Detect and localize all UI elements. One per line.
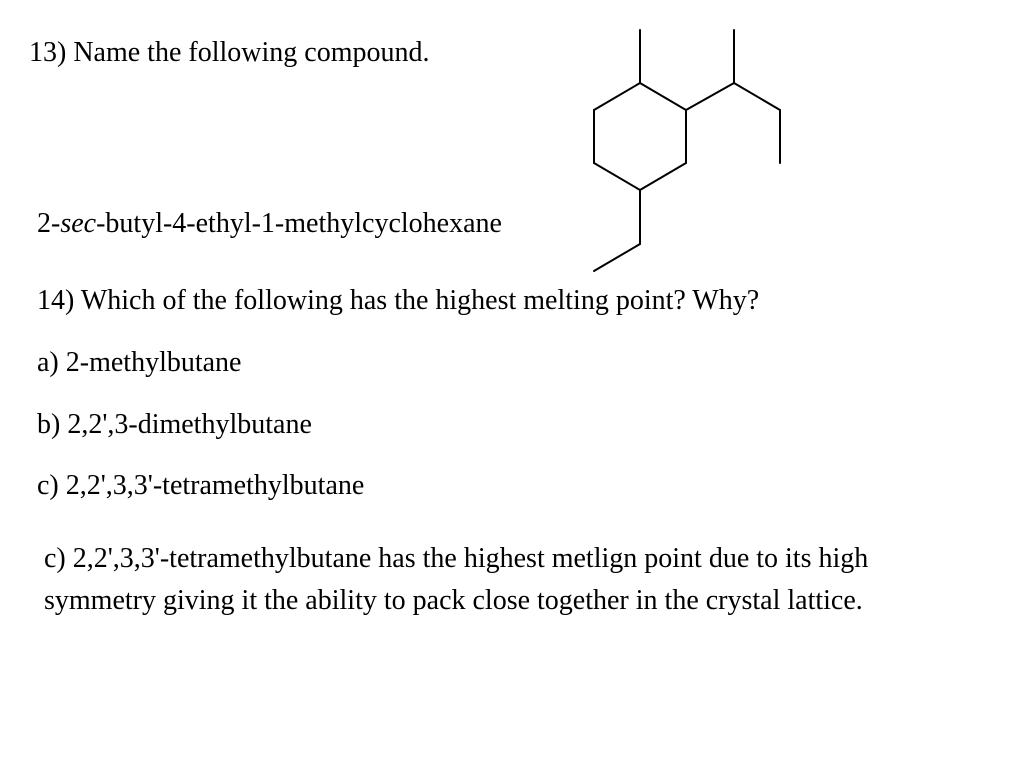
skeletal-structure-diagram <box>0 0 1024 300</box>
ring-bond <box>640 163 686 190</box>
answer-suffix: -butyl-4-ethyl-1-methylcyclohexane <box>96 208 502 239</box>
sec-butyl-bond <box>734 83 780 110</box>
ring-bond <box>594 163 640 190</box>
question-14-answer: c) 2,2',3,3'-tetramethylbutane has the highest metlign point due to its high symmetry giving it the ability to pack close together in the crystal lattice. <box>44 543 869 616</box>
option-c: c) 2,2',3,3'-tetramethylbutane <box>37 470 365 501</box>
question-13-prompt: 13) Name the following compound. <box>29 37 430 68</box>
sec-butyl-bond <box>686 83 734 110</box>
ring-bond <box>640 83 686 110</box>
ring-bond <box>594 83 640 110</box>
option-b: b) 2,2',3-dimethylbutane <box>37 409 312 440</box>
question-13-answer <box>37 207 502 241</box>
answer-italic-sec: sec <box>60 208 97 239</box>
option-a: a) 2-methylbutane <box>37 347 242 378</box>
answer-prefix: 2- <box>37 208 61 239</box>
ethyl-bond <box>594 244 640 271</box>
question-14-prompt: 14) Which of the following has the highest melting point? Why? <box>37 285 760 316</box>
